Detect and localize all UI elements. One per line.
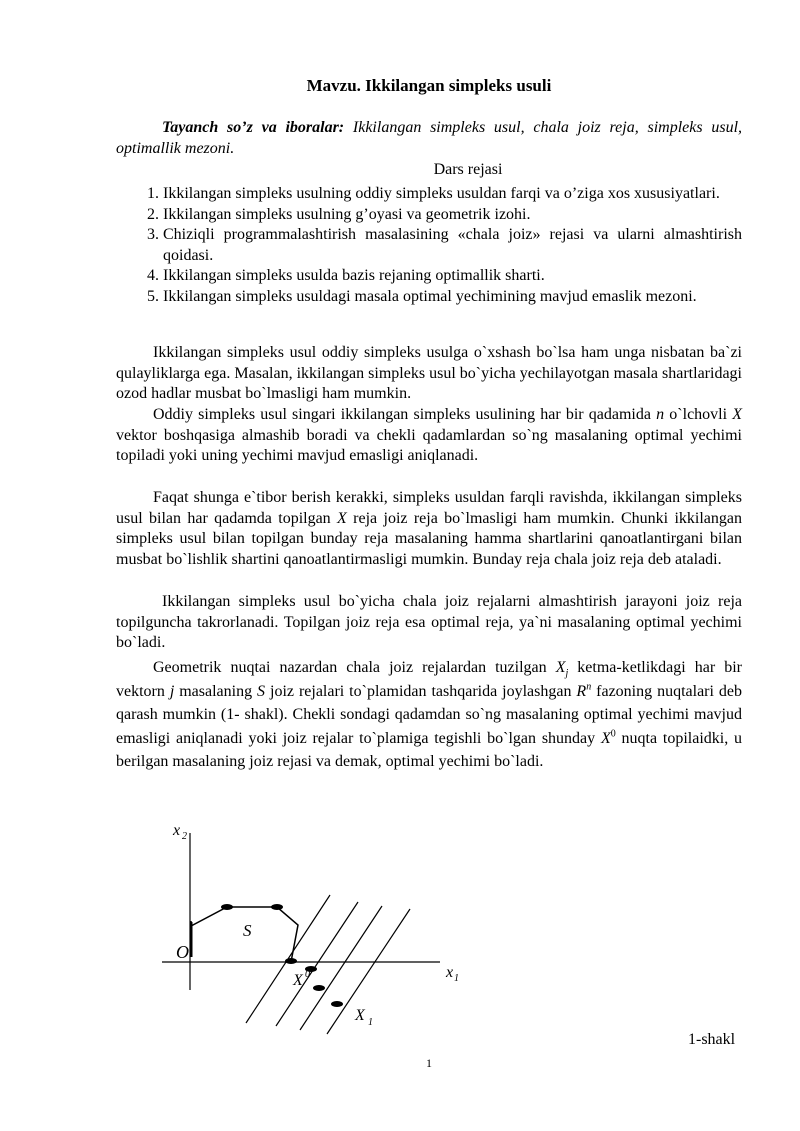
plan-title: Dars rejasi [433, 161, 503, 178]
page-number: 1 [426, 1056, 432, 1070]
paragraph-2-part-b: o`lchovli [664, 406, 733, 423]
keywords-label: Tayanch so’z va iboralar: [162, 119, 345, 136]
level-line [327, 909, 410, 1034]
label-s: S [243, 921, 252, 940]
vertex-point [285, 958, 297, 964]
plan-item: 2. Ikkilangan simpleks usulning g’oyasi va geometrik izohi. [163, 205, 742, 226]
var-s: S [257, 682, 266, 700]
paragraph-2-part-c: vektor boshqasiga almashib boradi va chekli qadamlardan so`ng masalaning optimal yechimi topiladi yoki uning yechimi mavjud emasligi aniqlanadi. [116, 426, 742, 464]
paragraph-3 [116, 488, 742, 570]
label-x-one: X [355, 1007, 365, 1024]
plan-list [116, 184, 742, 307]
plan-item: 4. Ikkilangan simpleks usulda bazis rejaning optimallik sharti. [163, 266, 742, 287]
label-origin: O [176, 942, 189, 962]
var-x: X [732, 406, 743, 423]
var-j-sub: j [565, 668, 569, 680]
plan-item: 5. Ikkilangan simpleks usuldagi masala optimal yechimining mavjud emaslik mezoni. [163, 287, 742, 308]
figure-1-diagram [150, 815, 480, 1035]
label-x2-sub: 2 [182, 831, 187, 842]
var-xj: X [555, 659, 566, 676]
paragraph-5-part-e: fazoning nuqtalari deb qarash mumkin (1- shakl). Chekli sondagi qadamdan so`ng masalaning optimal yechimi mavjud emasligi aniqlanadi yoki joiz rejalar to`plamiga tegishli bo`lgan shunday [116, 682, 742, 747]
paragraph-3-part-a: Faqat shunga e`tibor berish kerakki, simpleks usuldan farqli ravishda, ikkilangan simpleks usul bilan har qadamda topilgan [116, 489, 742, 527]
iteration-point [313, 985, 325, 991]
label-x2: x [173, 822, 181, 839]
paragraph-5 [116, 656, 742, 774]
vertex-point [271, 904, 283, 910]
paragraph-5-part-d: joiz rejalari to`plamidan tashqarida joylashgan [265, 682, 577, 700]
level-line [276, 902, 358, 1026]
var-n-sup: n [586, 681, 592, 693]
paragraph-5-part-f: nuqta topilaidki, u berilgan masalaning joiz rejasi va demak, optimal yechimi bo`ladi. [116, 729, 743, 770]
plan-item: 1. Ikkilangan simpleks usulning oddiy simpleks usuldan farqi va o’ziga xos xususiyatlari. [163, 184, 742, 205]
iteration-point [331, 1001, 343, 1007]
paragraph-3-part-b: reja joiz reja bo`lmasligi ham mumkin. Chunki ikkilangan simpleks usul bilan topilgan bunday reja masalaning hamma shartlarini qanoatlantirgani bilan musbat bo`lishlik shartini qanoatlantirmasligi mumkin. Bunday reja chala joiz reja deb ataladi. [116, 509, 743, 568]
page-title: Mavzu. Ikkilangan simpleks usuli [306, 76, 552, 95]
var-j: j [169, 682, 175, 700]
paragraph-5-part-c: masalaning [174, 682, 258, 700]
paragraph-4: Ikkilangan simpleks usul bo`yicha chala joiz rejalarni almashtirish jarayoni joiz reja topilguncha takrorlanadi. Topilgan joiz reja esa optimal reja, ya`ni masalaning optimal yechimi bo`ladi. [116, 593, 742, 651]
var-x: X [337, 509, 347, 527]
paragraph-5-part-b: ketma-ketlikdagi har bir vektorn [116, 659, 743, 700]
figure-caption: 1-shakl [688, 1031, 736, 1048]
label-x0-sup: 0 [305, 969, 310, 980]
var-zero-sup: 0 [610, 728, 616, 740]
label-x-one-sub: 1 [368, 1017, 373, 1028]
label-x0: X [293, 972, 303, 989]
paragraph-2-part-a: Oddiy simpleks usul singari ikkilangan simpleks usulining har bir qadamida [153, 406, 651, 423]
var-x0: X [600, 729, 611, 747]
label-x1: x [446, 964, 454, 981]
keywords-value: Ikkilangan simpleks usul, chala joiz reja, simpleks usul, optimallik mezoni. [116, 119, 743, 157]
paragraph-2 [116, 405, 742, 467]
vertex-point [221, 904, 233, 910]
keywords-paragraph [116, 118, 742, 159]
plan-item: 3. Chiziqli programmalashtirish masalasining «chala joiz» rejasi va ularni almashtirish qoidasi. [163, 225, 742, 266]
label-x1-sub: 1 [454, 973, 459, 984]
var-r: R [576, 682, 587, 700]
var-n: n [656, 406, 665, 423]
paragraph-1: Ikkilangan simpleks usul oddiy simpleks usulga o`xshash bo`lsa ham unga nisbatan ba`zi qulayliklarga ega. Masalan, ikkilangan simpleks usul bo`yicha yechilayotgan masala shartlaridagi ozod hadlar musbat bo`lmasligi ham mumkin. [116, 344, 742, 402]
paragraph-5-part-a: Geometrik nuqtai nazardan chala joiz rejalardan tuzilgan [153, 659, 556, 676]
